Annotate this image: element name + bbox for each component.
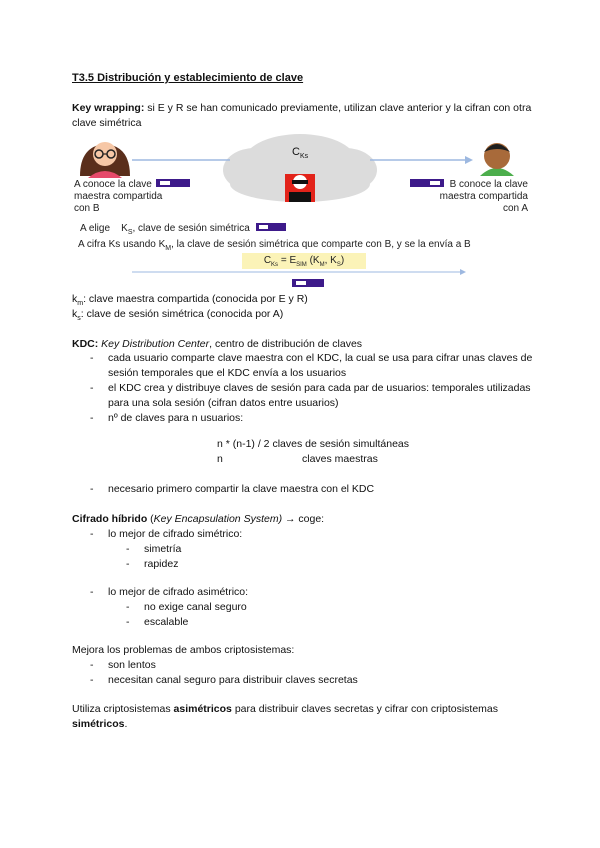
improve-heading: Mejora los problemas de ambos criptosistemas:	[72, 644, 295, 656]
list-item: - lo mejor de cifrado asimétrico:	[90, 585, 540, 600]
alice-caption: A conoce la clave maestra compartida con B	[74, 179, 163, 214]
list-item: - simetría	[126, 542, 426, 557]
kdc-formula-1: n * (n-1) / 2 claves de sesión simultáneas	[217, 438, 410, 450]
hybrid-heading: Cifrado híbrido (Key Encapsulation System) → coge:	[72, 513, 325, 525]
hybrid-sublist-sym	[126, 542, 426, 572]
hybrid-sublist-asym	[126, 600, 426, 630]
list-item: - son lentos	[90, 658, 540, 673]
arrowhead-icon	[465, 156, 473, 164]
hybrid-list-asym	[90, 585, 540, 600]
bob-avatar-icon	[480, 143, 514, 176]
list-item: - cada usuario comparte clave maestra con el KDC, la cual se usa para cifrar unas claves de sesión temporales que el KDC envía a los usuarios	[90, 351, 540, 381]
kdc-formula-2-n: n	[217, 453, 223, 465]
list-item: - escalable	[126, 615, 426, 630]
list-item: - no exige canal seguro	[126, 600, 426, 615]
definition-ks: $k_s$: clave de sesión simétrica (conocida por A)	[72, 308, 284, 323]
diagram-step-2: A cifra Ks usando $K_M$, la clave de sesión simétrica que comparte con B, y se la envía a B	[78, 239, 471, 252]
hacker-icon	[285, 174, 315, 202]
kdc-heading: KDC: Key Distribution Center, centro de distribución de claves	[72, 338, 363, 350]
arrowhead-bottom-icon	[460, 269, 466, 275]
alice-avatar-icon	[80, 142, 130, 178]
definition-km: $k_m$: clave maestra compartida (conocida por E y R)	[72, 293, 308, 308]
key-icon-bottom	[292, 279, 324, 287]
formula-cks: $C_{Ks} = E_{SIM}$ ($K_M$, $K_S$)	[242, 253, 366, 269]
improve-list	[90, 658, 540, 688]
list-item: - nº de claves para n usuarios:	[90, 411, 540, 426]
kdc-formula-2-text: claves maestras	[302, 453, 378, 465]
diagram-step-1: A elige $K_S$, clave de sesión simétrica	[80, 223, 250, 236]
list-item: - necesario primero compartir la clave maestra con el KDC	[90, 482, 540, 497]
bob-caption: B conoce la clave maestra compartida con A	[439, 179, 528, 214]
list-item: - necesitan canal seguro para distribuir claves secretas	[90, 673, 540, 688]
hybrid-list-sym	[90, 527, 540, 542]
kdc-list	[90, 351, 540, 426]
page-title: T3.5 Distribución y establecimiento de clave	[72, 72, 304, 84]
list-item: - lo mejor de cifrado simétrico:	[90, 527, 540, 542]
key-icon-session	[256, 223, 286, 231]
key-wrapping-paragraph	[72, 101, 542, 131]
key-wrapping-label: Key wrapping:	[72, 102, 145, 114]
key-wrapping-text: si E y R se han comunicado previamente, utilizan clave anterior y la cifran con otra clave simétrica	[72, 102, 532, 129]
list-item: - el KDC crea y distribuye claves de sesión para cada par de usuarios: temporales utilizadas para una sola sesión (cifran datos entre usuarios)	[90, 381, 540, 411]
list-item: - rapidez	[126, 557, 426, 572]
kdc-list-2	[90, 482, 540, 497]
cloud-label: $C_{Ks}$	[292, 146, 309, 161]
conclusion-paragraph: Utiliza criptosistemas asimétricos para distribuir claves secretas y cifrar con criptosistemas simétricos.	[72, 703, 498, 730]
